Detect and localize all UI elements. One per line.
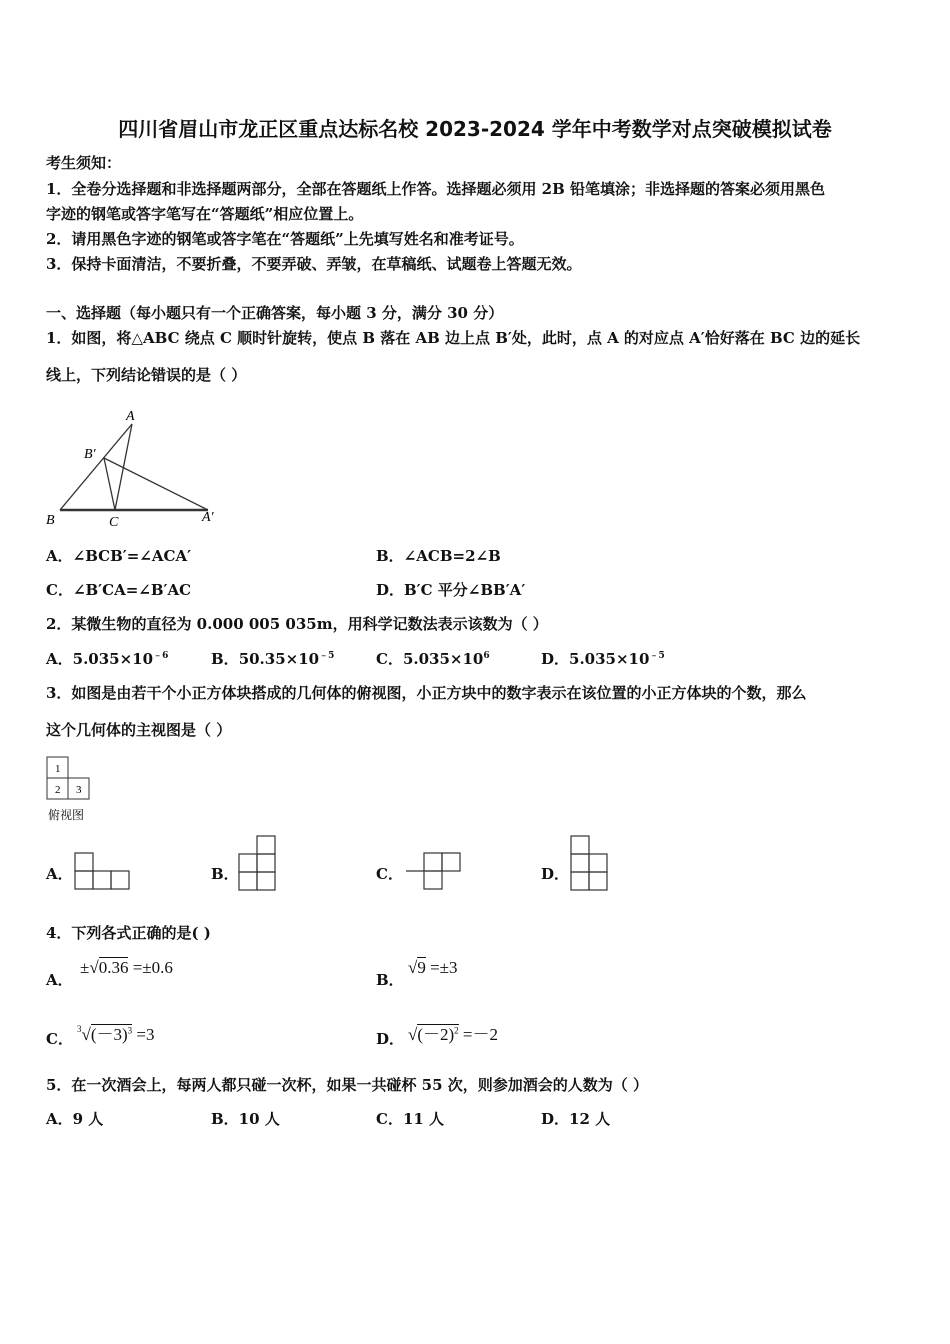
q3-option-d[interactable]: D． [541, 865, 570, 883]
q4-b-post: =±3 [430, 958, 458, 977]
q5-option-c[interactable]: C．11 人 [376, 1110, 445, 1128]
notice-item-2: 2．请用黑色字迹的钢笔或答字笔在“答题纸”上先填写姓名和准考证号。 [46, 230, 524, 248]
q2-option-a-base: 5.035×10 [72, 650, 154, 668]
q4-d-post: =－2 [462, 1025, 499, 1044]
q5-option-a[interactable]: A．9 人 [46, 1110, 104, 1128]
q4-d-exp: 2 [454, 1025, 459, 1036]
line-bprime-c [104, 458, 115, 510]
q2-option-d-base: 5.035×10 [569, 650, 650, 668]
q3-top-view-grid [46, 756, 96, 800]
q3-option-b[interactable]: B． [211, 865, 239, 883]
q3-option-c-figure [404, 851, 468, 891]
q1-option-b[interactable]: B．∠ACB=2∠B [376, 547, 501, 565]
label-b-prime: B′ [84, 447, 96, 462]
radical-icon: √ [81, 1025, 91, 1044]
q2-option-a-exp: ﹣6 [153, 651, 169, 661]
q1-stem-line-1: 1．如图，将△ABC 绕点 C 顺时针旋转，使点 B 落在 AB 边上点 B′处，此时，点 A 的对应点 A′恰好落在 BC 边的延长 [46, 329, 861, 347]
section-heading: 一、选择题（每小题只有一个正确答案，每小题 3 分，满分 30 分） [46, 304, 504, 322]
notice-item-1-line-1: 1．全卷分选择题和非选择题两部分，全部在答题纸上作答。选择题必须用 2B 铅笔填涂；非选择题的答案必须用黑色 [46, 180, 826, 198]
q4-c-exp: 3 [127, 1025, 133, 1036]
q4-b-radicand: 9 [417, 958, 426, 977]
q3-option-d-figure [568, 834, 612, 892]
q4-a-radicand: 0.36 [98, 958, 129, 977]
q3-option-a[interactable]: A． [46, 865, 73, 883]
q4-c-index: 3 [77, 1024, 82, 1034]
q4-stem: 4．下列各式正确的是( ) [46, 924, 211, 942]
q1-option-c[interactable]: C．∠B′CA=∠B′AC [46, 581, 192, 599]
q5-option-b[interactable]: B．10 人 [211, 1110, 280, 1128]
q3-stem-line-1: 3．如图是由若干个小正方体块搭成的几何体的俯视图，小正方块中的数字表示在该位置的小正方体块的个数，那么 [46, 684, 807, 702]
label-b: B [46, 513, 55, 528]
q4-d-base: (－2) [417, 1025, 455, 1044]
q2-option-b-exp: ﹣5 [319, 651, 335, 661]
q2-option-a[interactable] [46, 648, 168, 669]
q2-option-c[interactable] [376, 648, 490, 669]
radical-icon: √ [408, 1025, 418, 1044]
q4-option-a-expr [80, 958, 173, 978]
q4-option-b-expr [408, 958, 458, 978]
q2-option-a-label: A． [46, 650, 73, 668]
q1-option-a[interactable]: A．∠BCB′=∠ACA′ [46, 547, 192, 565]
grid-value-bottom-right: 3 [76, 784, 82, 796]
q5-option-d[interactable]: D．12 人 [541, 1110, 611, 1128]
grid-value-top: 1 [55, 763, 61, 775]
q4-c-radicand [91, 1024, 132, 1044]
label-a: A [126, 409, 135, 424]
q4-d-radicand [417, 1024, 458, 1044]
notice-item-1-line-2: 字迹的钢笔或答字笔写在“答题纸”相应位置上。 [46, 205, 364, 223]
label-a-prime: A′ [202, 510, 214, 525]
q4-option-d-expr [408, 1020, 498, 1045]
q2-option-d-exp: ﹣5 [649, 651, 665, 661]
q2-option-b-base: 50.35×10 [238, 650, 320, 668]
q2-option-b[interactable] [211, 648, 334, 669]
q4-option-c-expr [77, 1020, 155, 1045]
q3-top-view-caption: 俯视图 [48, 808, 85, 822]
label-c: C [109, 515, 119, 530]
q4-option-b-label[interactable]: B． [376, 971, 404, 989]
q2-option-d-label: D． [541, 650, 570, 668]
q1-stem-line-2: 线上，下列结论错误的是（ ） [46, 366, 247, 384]
q2-option-c-exp: 6 [483, 651, 490, 661]
q4-option-c-label[interactable]: C． [46, 1030, 73, 1048]
radical-icon: √ [408, 958, 418, 977]
q4-c-post: =3 [136, 1025, 155, 1044]
radical-icon: √ [89, 958, 99, 977]
q4-option-d-label[interactable]: D． [376, 1030, 405, 1048]
q4-option-a-label[interactable]: A． [46, 971, 73, 989]
q3-option-c[interactable]: C． [376, 865, 403, 883]
q2-stem: 2．某微生物的直径为 0.000 005 035m，用科学记数法表示该数为（ ） [46, 615, 548, 633]
grid-value-bottom-left: 2 [55, 784, 61, 796]
q1-option-d[interactable]: D．B′C 平分∠BB′A′ [376, 581, 526, 599]
q2-option-d[interactable] [541, 648, 665, 669]
q3-option-b-figure [236, 834, 280, 892]
q2-option-b-label: B． [211, 650, 239, 668]
line-a-c [115, 424, 132, 510]
q4-a-pre: ± [80, 958, 90, 977]
q3-stem-line-2: 这个几何体的主视图是（ ） [46, 721, 232, 739]
notice-item-3: 3．保持卡面清洁，不要折叠，不要弄破、弄皱，在草稿纸、试题卷上答题无效。 [46, 255, 582, 273]
q4-c-base: (－3) [90, 1025, 128, 1044]
q2-option-c-label: C． [376, 650, 403, 668]
q1-triangle-figure [40, 402, 230, 532]
q4-a-post: =±0.6 [132, 958, 173, 977]
notice-heading: 考生须知： [46, 154, 122, 172]
q2-option-c-base: 5.035×10 [402, 650, 484, 668]
q5-stem: 5．在一次酒会上，每两人都只碰一次杯，如果一共碰杯 55 次，则参加酒会的人数为（ ） [46, 1076, 648, 1094]
page-title: 四川省眉山市龙正区重点达标名校 2023-2024 学年中考数学对点突破模拟试卷 [118, 117, 832, 141]
q3-option-a-figure [70, 851, 134, 891]
